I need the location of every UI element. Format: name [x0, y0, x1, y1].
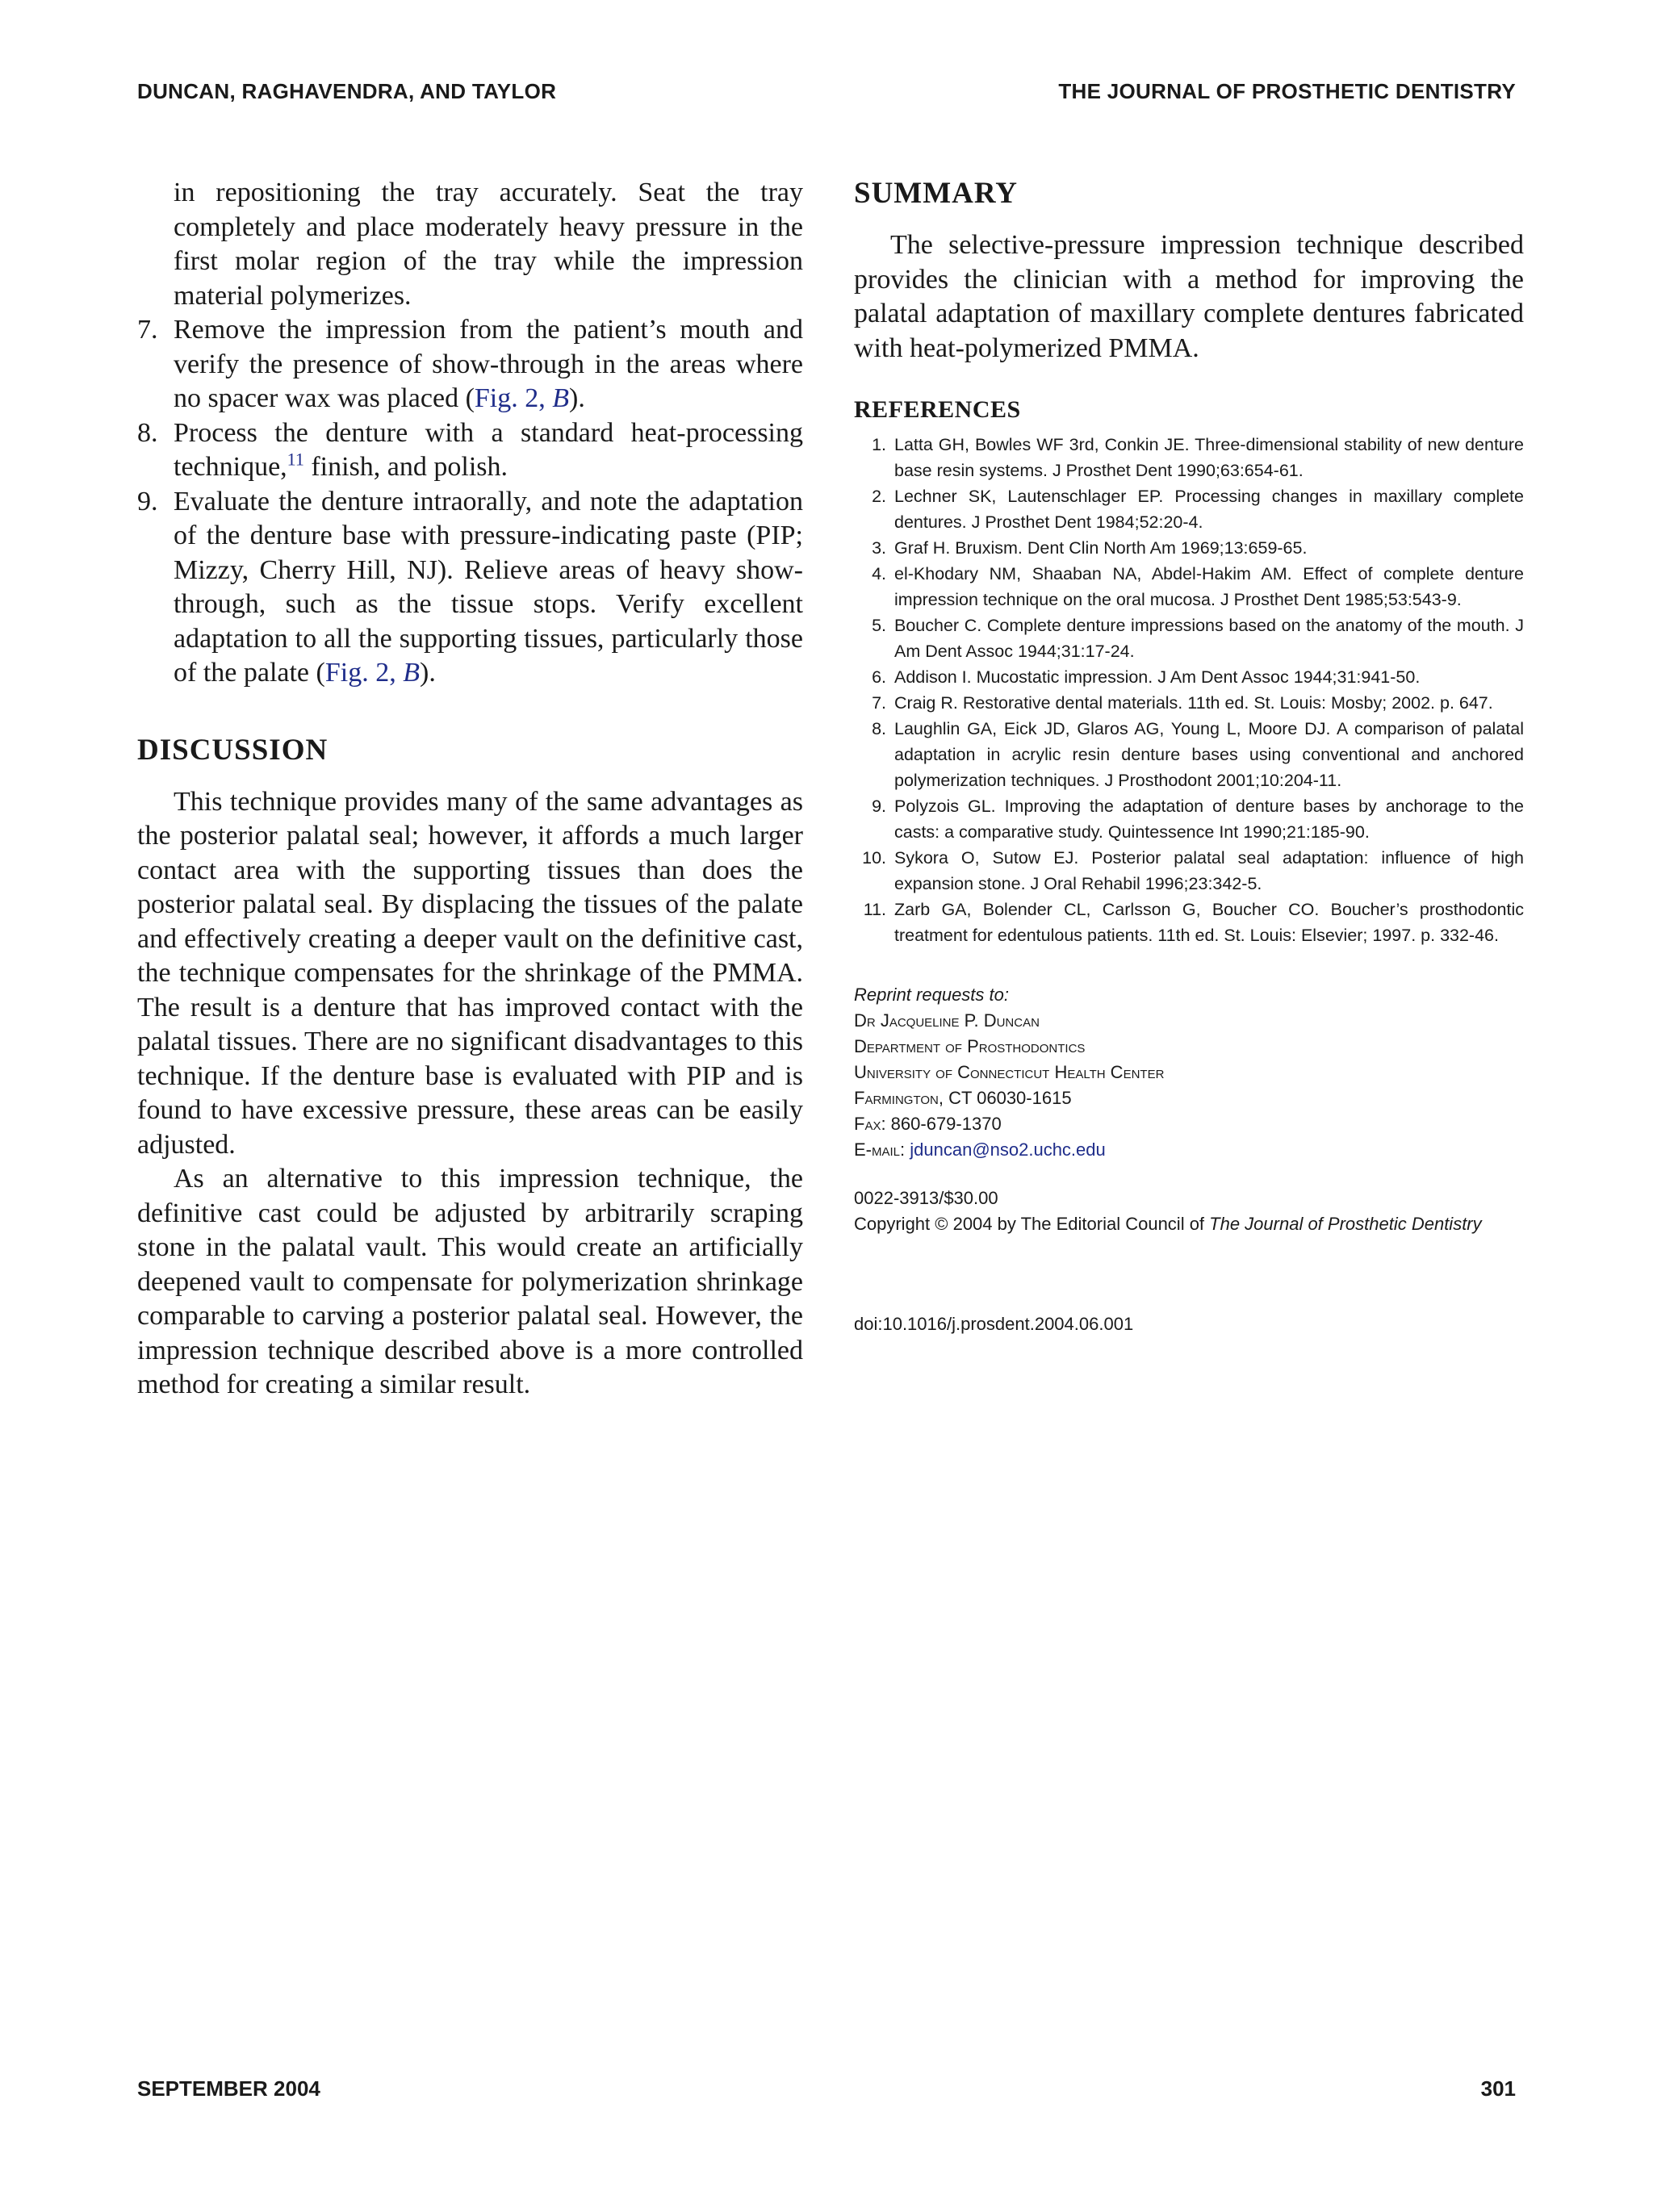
reference-number: 4.: [872, 564, 886, 583]
reference-item: [854, 483, 1524, 535]
reference-text: Latta GH, Bowles WF 3rd, Conkin JE. Three-dimensional stability of new denture base resin systems. J Prosthet Dent 1990;63:654-61.: [894, 435, 1524, 480]
right-column: [854, 176, 1524, 1337]
header-authors: DUNCAN, RAGHAVENDRA, AND TAYLOR: [137, 79, 557, 103]
reference-number: 9.: [872, 797, 886, 816]
discussion-paragraph-1: This technique provides many of the same advantages as the posterior palatal seal; however, it affords a much larger contact area with the supporting tissues than does the posterior palatal seal. By displacing the tissues of the palate and effectively creating a deeper vault on the definitive cast, the technique compensates for the shrinkage of the PMMA. The result is a denture that has improved contact with the palatal tissues. There are no significant disadvantages to this technique. If the denture base is evaluated with PIP and is found to have excessive pressure, these areas can be easily adjusted.: [137, 786, 803, 1160]
left-column: [137, 176, 803, 1403]
price-code: 0022-3913/$30.00: [854, 1188, 998, 1208]
reference-text: Sykora O, Sutow EJ. Posterior palatal seal adaptation: influence of high expansion stone. J Oral Rehabil 1996;23:342-5.: [894, 848, 1524, 893]
summary-heading: SUMMARY: [854, 177, 1019, 210]
reference-item: [854, 535, 1524, 561]
reprint-fax: Fax: 860-679-1370: [854, 1114, 1002, 1134]
reference-number: 3.: [872, 538, 886, 558]
reference-number: 6.: [872, 667, 886, 687]
reference-text: Boucher C. Complete denture impressions based on the anatomy of the mouth. J Am Dent Assoc 1944;31:17-24.: [894, 616, 1524, 661]
reference-item: [854, 793, 1524, 845]
copyright-block: [854, 1185, 1524, 1237]
reference-item: [854, 664, 1524, 690]
step-7: 7. Remove the impression from the patient’s mouth and verify the presence of show-through in the areas where no spacer wax was placed (Fig. 2, B).: [137, 315, 803, 413]
reprint-block: [854, 982, 1524, 1163]
figure-2b-link[interactable]: Fig. 2, B: [474, 383, 570, 413]
reference-text: Graf H. Bruxism. Dent Clin North Am 1969;13:659-65.: [894, 538, 1308, 558]
reference-text: Zarb GA, Bolender CL, Carlsson G, Boucher CO. Boucher’s prosthodontic treatment for edentulous patients. 11th ed. St. Louis: Elsevier; 1997. p. 332-46.: [894, 900, 1524, 945]
reprint-city: Farmington, CT 06030-1615: [854, 1088, 1072, 1108]
reference-number: 11.: [863, 900, 886, 919]
reference-text: Lechner SK, Lautenschlager EP. Processing changes in maxillary complete dentures. J Prosthet Dent 1984;52:20-4.: [894, 487, 1524, 532]
reference-item: [854, 432, 1524, 483]
reference-number: 1.: [872, 435, 886, 454]
reference-number: 8.: [872, 719, 886, 738]
reprint-university: University of Connecticut Health Center: [854, 1062, 1165, 1082]
step-8: 8. Process the denture with a standard heat-processing technique,$^{11}$ finish, and polish.: [137, 417, 803, 482]
reference-item: [854, 613, 1524, 664]
reference-number: 10.: [862, 848, 886, 868]
procedure-steps: [137, 176, 803, 691]
reprint-name: Dr Jacqueline P. Duncan: [854, 1010, 1040, 1031]
page-footer: [137, 2076, 1516, 2101]
reference-text: Addison I. Mucostatic impression. J Am Dent Assoc 1944;31:941-50.: [894, 667, 1421, 687]
running-header: [137, 79, 1516, 104]
reference-list: [854, 432, 1524, 948]
reference-text: Polyzois GL. Improving the adaptation of denture bases by anchorage to the casts: a comparative study. Quintessence Int 1990;21:185-90.: [894, 797, 1524, 842]
reference-item: [854, 845, 1524, 897]
reference-text: Laughlin GA, Eick JD, Glaros AG, Young L, Moore DJ. A comparison of palatal adaptation in acrylic resin denture bases using conventional and anchored polymerization techniques. J Prosthodont 2001;10:204-11.: [894, 719, 1524, 790]
reference-item: [854, 716, 1524, 793]
page-number: 301: [1480, 2076, 1516, 2101]
reference-text: Craig R. Restorative dental materials. 11th ed. St. Louis: Mosby; 2002. p. 647.: [894, 693, 1493, 713]
figure-2b-link[interactable]: Fig. 2, B: [324, 658, 420, 688]
copyright-line: Copyright © 2004 by The Editorial Council of The Journal of Prosthetic Dentistry: [854, 1214, 1482, 1234]
reference-number: 7.: [872, 693, 886, 713]
reference-11-link[interactable]: 11: [287, 449, 304, 470]
email-link[interactable]: jduncan@nso2.uchc.edu: [910, 1139, 1106, 1160]
doi: doi:10.1016/j.prosdent.2004.06.001: [854, 1314, 1134, 1334]
reference-number: 2.: [872, 487, 886, 506]
footer-date: SEPTEMBER 2004: [137, 2076, 320, 2101]
reference-item: [854, 897, 1524, 948]
header-journal: THE JOURNAL OF PROSTHETIC DENTISTRY: [1058, 79, 1516, 103]
step-6-continued: in repositioning the tray accurately. Seat the tray completely and place moderately heavy pressure in the first molar region of the tray while the impression material polymerizes.: [174, 178, 803, 311]
reprint-label: Reprint requests to:: [854, 985, 1009, 1005]
discussion-paragraph-2: As an alternative to this impression technique, the definitive cast could be adjusted by arbitrarily scraping stone in the palatal vault. This would create an artificially deepened vault to compensate for polymerization shrinkage comparable to carving a posterior palatal seal. However, the impression technique described above is a more controlled method for creating a similar result.: [137, 1164, 803, 1399]
references-heading: REFERENCES: [854, 396, 1021, 423]
reference-text: el-Khodary NM, Shaaban NA, Abdel-Hakim AM. Effect of complete denture impression technique on the oral mucosa. J Prosthet Dent 1985;53:543-9.: [894, 564, 1524, 609]
reference-number: 5.: [872, 616, 886, 635]
discussion-heading: DISCUSSION: [137, 733, 329, 767]
reference-item: [854, 561, 1524, 613]
reference-item: [854, 690, 1524, 716]
step-9: 9. Evaluate the denture intraorally, and note the adaptation of the denture base with pressure-indicating paste (PIP; Mizzy, Cherry Hill, NJ). Relieve areas of heavy show-through, such as the tissue stops. Verify excellent adaptation to all the supporting tissues, particularly those of the palate (Fig. 2, B).: [137, 486, 803, 688]
discussion-body: [137, 785, 803, 1403]
summary-body: [854, 228, 1524, 366]
reprint-email-line: E-mail: jduncan@nso2.uchc.edu: [854, 1139, 1106, 1160]
reprint-department: Department of Prosthodontics: [854, 1036, 1086, 1056]
summary-paragraph: The selective-pressure impression technique described provides the clinician with a method for improving the palatal adaptation of maxillary complete dentures fabricated with heat-polymerized PMMA.: [854, 230, 1524, 363]
